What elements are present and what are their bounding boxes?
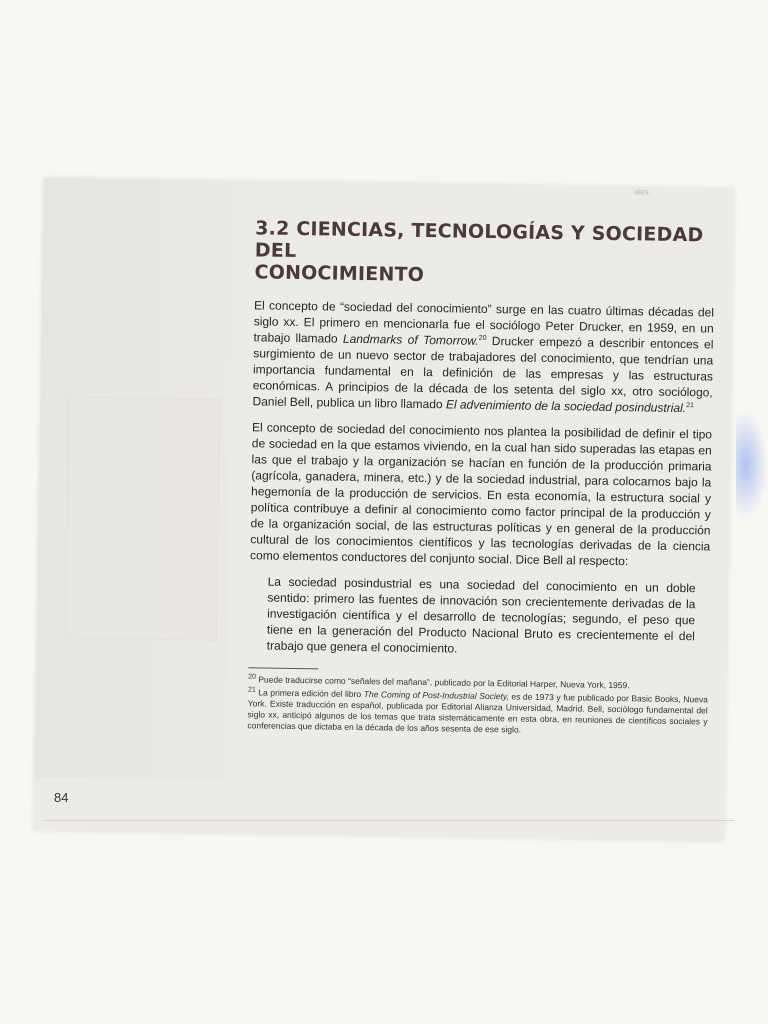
- bleed-through-figure: [65, 396, 221, 640]
- book-page: [34, 178, 734, 841]
- paragraph-1-text-a: El concepto de “sociedad del conocimiento” surge en las cuatro últimas décadas del siglo xx. El primero en mencionarla fue el sociólogo Peter Drucker, en 1959, en un trabajo llamado: [253, 298, 715, 346]
- footnote-21-text-b: es de 1973 y fue publicado por Basic Books, Nueva York. Existe traducción en español, publicada por Editorial Alianza Universidad, Madrid. Bell, sociólogo fundamental del siglo xx, anticipó algunos de los temas que trata sistemáticamente en esta obra, en reuniones de científicos sociales y conferencias que dictaba en la década de los años sesenta de ese siglo.: [247, 691, 708, 735]
- footnote-20-text: Puede traducirse como “señales del mañana”, publicado por la Editorial Harper, Nueva York, 1959.: [255, 674, 630, 691]
- bleed-through-header: ales.: [633, 187, 651, 197]
- footnote-separator: [248, 667, 318, 669]
- paragraph-2: El concepto de sociedad del conocimiento nos plantea la posibilidad de definir el tipo de sociedad en la que estamos viviendo, en la cual han sido superadas las etapas en las que el trabajo y la organización se hacían en función de la producción primaria (agrícola, ganadera, minera, etc.) y de la sociedad industrial, para colocarnos bajo la hegemonía de la producción de servicios. En esta economía, la estructura social y política contribuye a definir al conocimiento como factor principal de la producción y de la organización social, de las estructuras políticas y en general de la producción cultural de los conocimientos científicos y las tecnologías derivadas de la ciencia como elementos conductores del conjunto social. Dice Bell al respecto:: [249, 420, 713, 569]
- page-edge-line: [44, 820, 734, 821]
- page-number: 84: [54, 790, 69, 805]
- light-reflection: [736, 410, 768, 520]
- footnote-20-number: 20: [248, 673, 257, 681]
- section-title: [254, 217, 715, 290]
- footnote-21-text-a: La primera edición del libro: [255, 687, 364, 700]
- section-title-line2: CONOCIMIENTO: [254, 261, 425, 286]
- paragraph-1-italic-a: Landmarks of Tomorrow.: [342, 331, 479, 348]
- footnote-ref-21: 21: [686, 402, 694, 410]
- paragraph-1-italic-b: El advenimiento de la sociedad posindustrial.: [445, 397, 687, 416]
- footnote-21-number: 21: [247, 686, 256, 694]
- footnote-21-italic: The Coming of Post-Industrial Society,: [363, 689, 509, 702]
- paragraph-1: [252, 297, 714, 416]
- footnote-ref-20: 20: [478, 334, 487, 342]
- block-quote: La sociedad posindustrial es una sociedad del conocimiento en un doble sentido: primero las fuentes de innovación son crecientemente derivadas de la investigación científica y el desarrollo de tecnologías; segundo, el peso que tiene en la generación del Producto Nacional Bruto es crecientemente el del trabajo que genera el conocimiento.: [266, 574, 696, 656]
- section-title-line1: 3.2 CIENCIAS, TECNOLOGÍAS Y SOCIEDAD DEL: [254, 217, 704, 262]
- paragraph-1-text-b: Drucker empezó a describir entonces el surgimiento de un nuevo sector de trabajadores del conocimiento, que tendrían una importancia fundamental en la definición de las empresas y las estructuras económicas. A principios de la década de los setenta del siglo xx, otro sociólogo, Daniel Bell, publica un libro llamado: [252, 333, 714, 412]
- page-content: [247, 217, 715, 740]
- footnote-21: [247, 687, 708, 738]
